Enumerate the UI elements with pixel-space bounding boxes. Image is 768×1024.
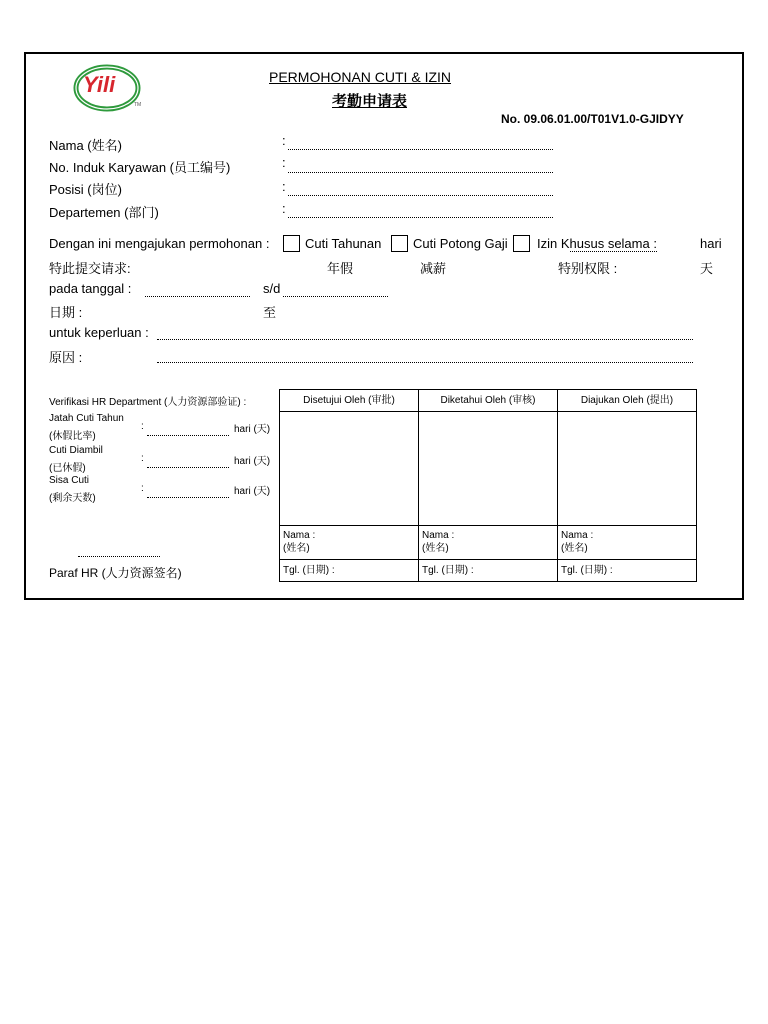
name-cell-diajukan[interactable] <box>558 526 697 560</box>
hr-input-diambil[interactable] <box>147 467 229 468</box>
form-subtitle: 考勤申请表 <box>332 93 408 110</box>
option-cuti-tahunan-cn: 年假 <box>327 261 354 276</box>
hr-label-sisa: Sisa Cuti <box>49 475 90 486</box>
field-colon: : <box>282 155 286 170</box>
date-label: Tgl. (日期) : <box>561 565 613 576</box>
approval-table <box>279 389 697 582</box>
date-cell-diketahui[interactable] <box>419 560 558 582</box>
name-label: Nama : <box>422 530 455 541</box>
hr-label-diambil: Cuti Diambil <box>49 445 103 456</box>
date-cell-diajukan[interactable] <box>558 560 697 582</box>
hr-verification-title: Verifikasi HR Department (人力资源部验证) : <box>49 397 247 408</box>
name-cell-diketahui[interactable] <box>419 526 558 560</box>
date-label: Tgl. (日期) : <box>283 565 335 576</box>
name-label-cn: (姓名) <box>283 543 310 554</box>
hr-unit: hari (天) <box>234 486 271 497</box>
hr-input-sisa[interactable] <box>147 497 229 498</box>
date-to-label-cn: 至 <box>263 305 277 320</box>
purpose-label-cn: 原因 : <box>49 350 83 365</box>
hr-unit: hari (天) <box>234 456 271 467</box>
name-label: Nama : <box>283 530 316 541</box>
field-label-departemen: Departemen (部门) <box>49 205 159 220</box>
yili-logo <box>72 60 146 112</box>
hr-colon: : <box>141 483 144 494</box>
approval-header-diketahui: Diketahui Oleh (审核) <box>419 390 558 412</box>
checkbox-cuti-tahunan[interactable] <box>283 235 300 252</box>
document-number: No. 09.06.01.00/T01V1.0-GJIDYY <box>501 112 684 126</box>
unit-hari: hari <box>700 236 722 251</box>
name-label: Nama : <box>561 530 594 541</box>
request-prefix-cn: 特此提交请求: <box>49 261 131 276</box>
date-to-label: s/d <box>263 281 281 296</box>
request-prefix: Dengan ini mengajukan permohonan : <box>49 236 270 251</box>
field-colon: : <box>282 179 286 194</box>
purpose-input-line-1[interactable] <box>157 339 693 340</box>
unit-hari-cn: 天 <box>700 261 714 276</box>
date-label: pada tanggal : <box>49 281 132 296</box>
hr-label-jatah: Jatah Cuti Tahun <box>49 413 124 424</box>
field-colon: : <box>282 201 286 216</box>
option-izin-khusus-cn: 特别权限 : <box>558 261 618 276</box>
name-cell-disetujui[interactable] <box>280 526 419 560</box>
hr-colon: : <box>141 421 144 432</box>
purpose-input-line-2[interactable] <box>157 362 693 363</box>
form-title: PERMOHONAN CUTI & IZIN <box>269 69 452 85</box>
signature-box-diketahui[interactable] <box>419 412 558 526</box>
option-izin-khusus-part1: Izin K <box>537 236 570 251</box>
field-colon: : <box>282 133 286 148</box>
approval-header-disetujui: Disetujui Oleh (审批) <box>280 390 419 412</box>
field-input-nik[interactable] <box>288 172 553 173</box>
field-label-nama: Nama (姓名) <box>49 138 122 153</box>
signature-box-diajukan[interactable] <box>558 412 697 526</box>
date-from-input[interactable] <box>145 296 250 297</box>
hr-label-jatah-cn: (休假比率) <box>49 431 96 442</box>
name-label-cn: (姓名) <box>561 543 588 554</box>
hr-input-jatah[interactable] <box>147 435 229 436</box>
signature-box-disetujui[interactable] <box>280 412 419 526</box>
option-cuti-tahunan: Cuti Tahunan <box>305 236 382 251</box>
hr-paraf-label: Paraf HR (人力资源签名) <box>49 566 182 580</box>
hr-signature-line[interactable] <box>78 556 160 557</box>
option-cuti-potong-gaji: Cuti Potong Gaji <box>413 236 508 251</box>
checkbox-cuti-potong-gaji[interactable] <box>391 235 408 252</box>
approval-header-diajukan: Diajukan Oleh (提出) <box>558 390 697 412</box>
hr-unit: hari (天) <box>234 424 271 435</box>
purpose-label: untuk keperluan : <box>49 325 149 340</box>
option-izin-khusus-part2: husus selama : <box>569 236 657 251</box>
field-input-nama[interactable] <box>288 149 553 150</box>
field-input-posisi[interactable] <box>288 195 553 196</box>
checkbox-izin-khusus[interactable] <box>513 235 530 252</box>
field-label-posisi: Posisi (岗位) <box>49 182 122 197</box>
logo-text: Yili <box>83 72 116 97</box>
date-label-cn: 日期 : <box>49 305 83 320</box>
option-cuti-potong-gaji-cn: 减薪 <box>420 261 447 276</box>
hr-colon: : <box>141 453 144 464</box>
date-label: Tgl. (日期) : <box>422 565 474 576</box>
date-cell-disetujui[interactable] <box>280 560 419 582</box>
date-to-input[interactable] <box>283 296 388 297</box>
option-izin-khusus <box>537 236 657 251</box>
name-label-cn: (姓名) <box>422 543 449 554</box>
logo-tm: TM <box>134 102 142 108</box>
field-label-nik: No. Induk Karyawan (员工编号) <box>49 160 231 175</box>
hr-label-sisa-cn: (剩余天数) <box>49 493 96 504</box>
hr-label-diambil-cn: (已休假) <box>49 463 86 474</box>
field-input-departemen[interactable] <box>288 217 553 218</box>
